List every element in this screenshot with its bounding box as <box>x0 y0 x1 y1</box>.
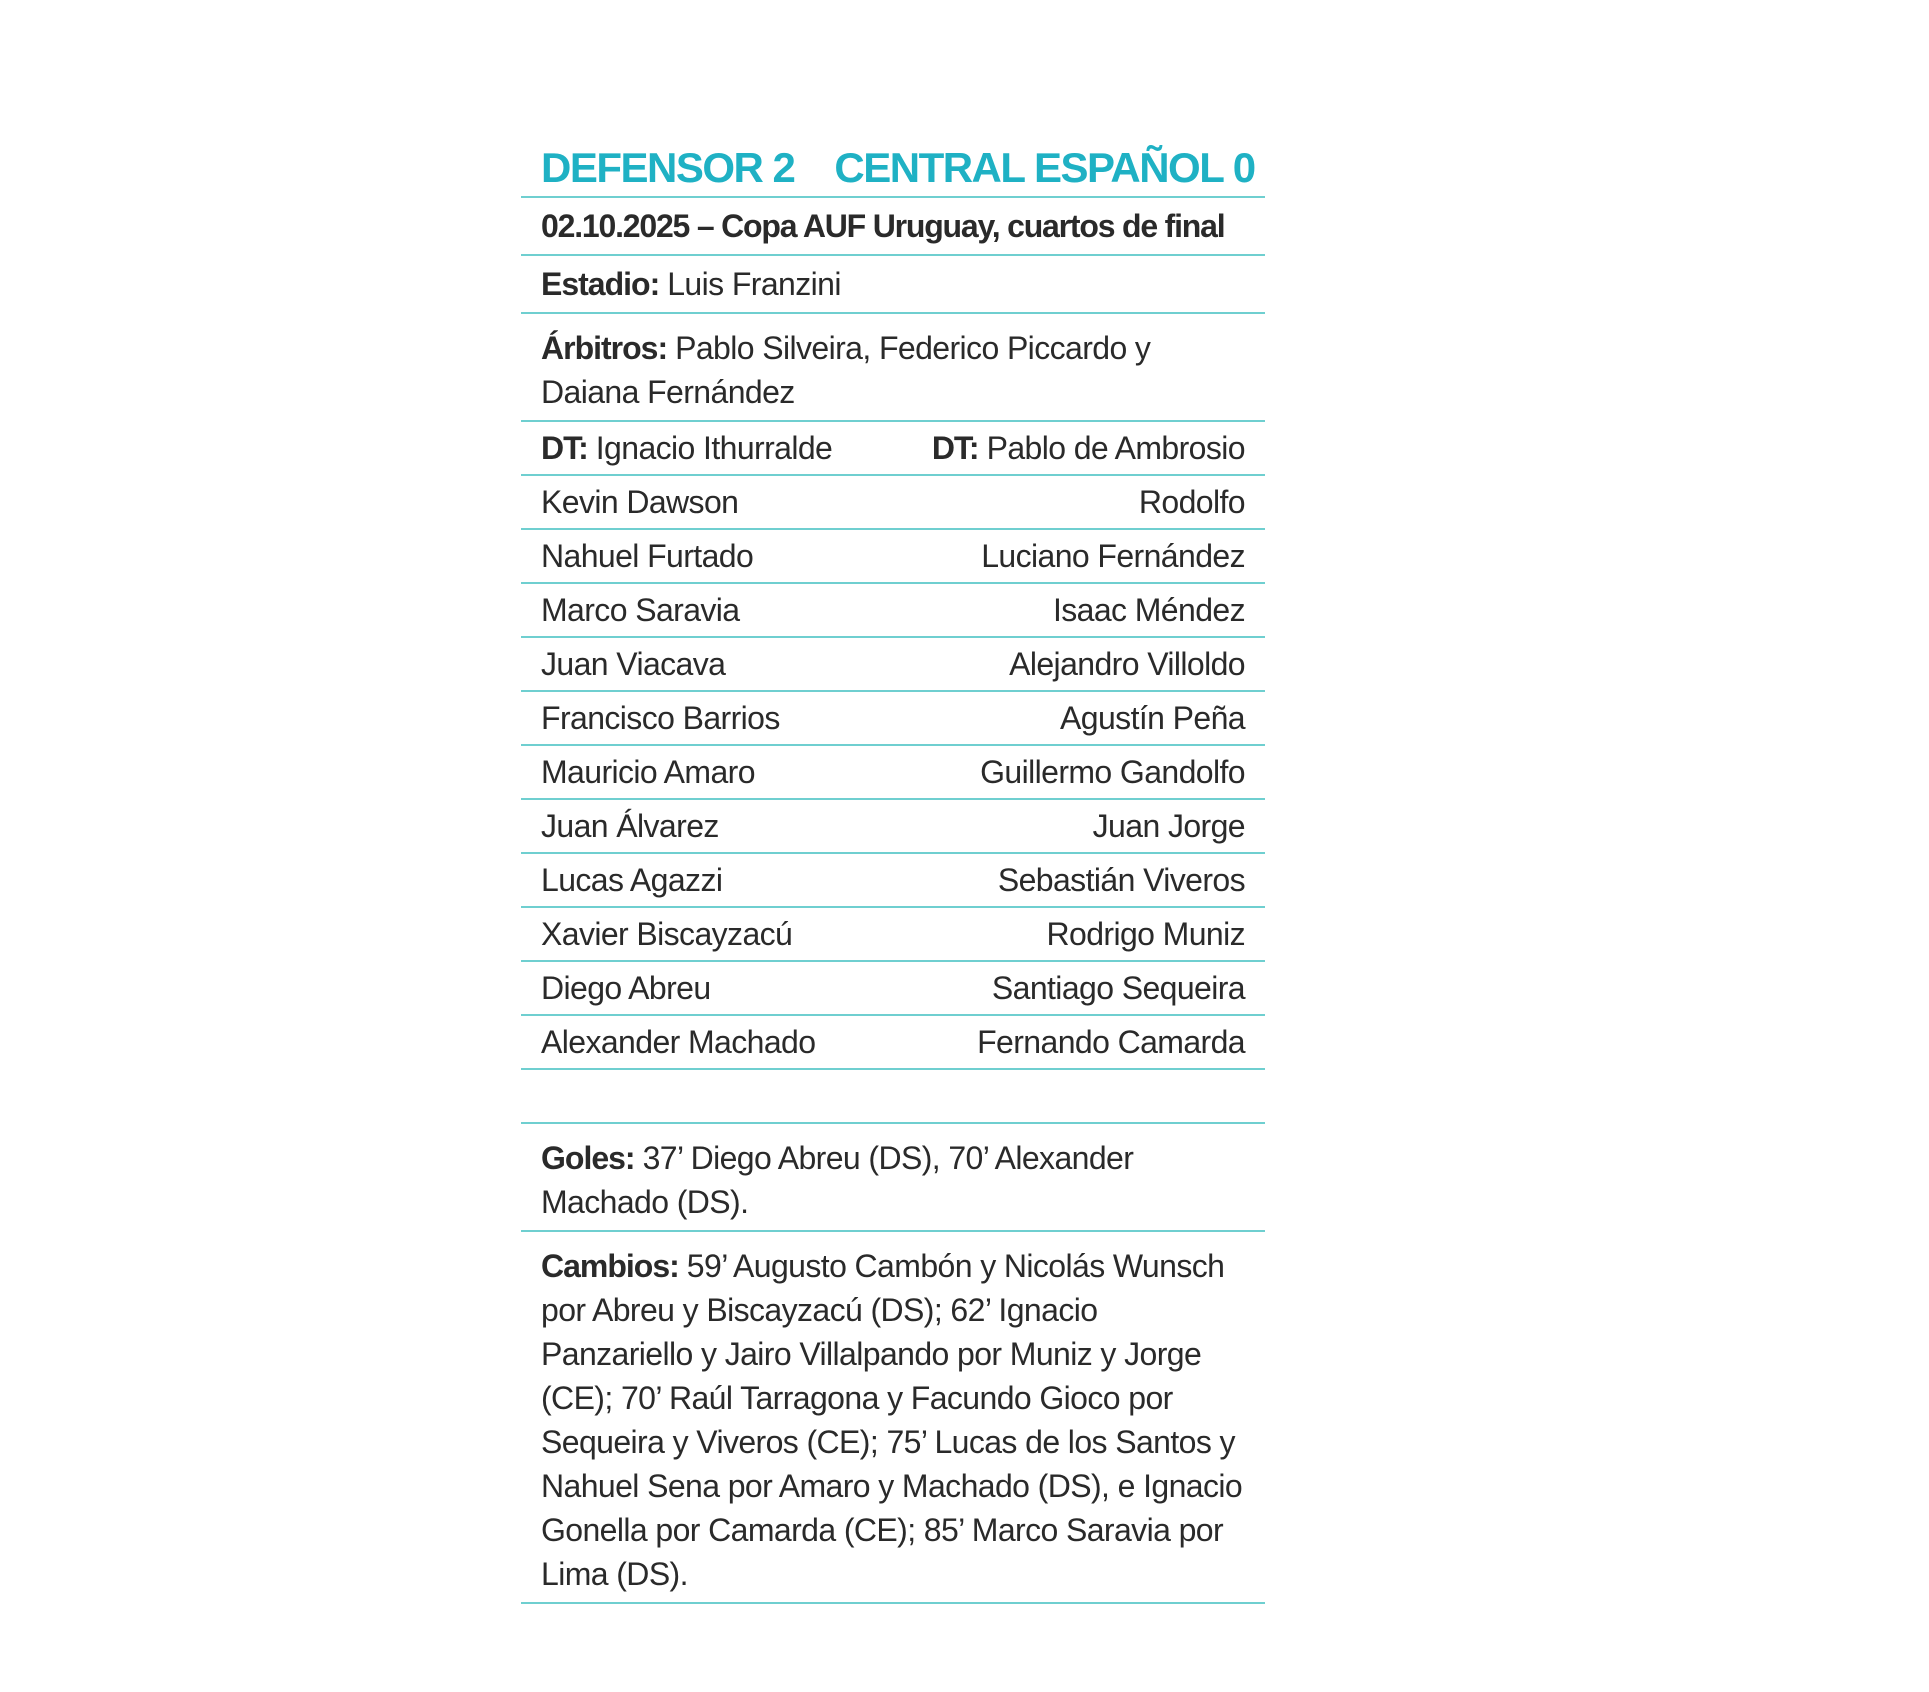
substitutions-row <box>521 1232 1265 1604</box>
home-player: Xavier Biscayzacú <box>541 916 793 952</box>
away-coach-label: DT: <box>931 430 979 466</box>
home-player: Juan Álvarez <box>541 808 719 844</box>
home-player: Nahuel Furtado <box>541 538 754 574</box>
away-player: Alejandro Villoldo <box>1009 646 1245 682</box>
lineup-row <box>521 1016 1265 1070</box>
match-date-competition <box>521 198 1265 256</box>
away-player: Fernando Camarda <box>977 1024 1245 1060</box>
match-info-text: 02.10.2025 – Copa AUF Uruguay, cuartos de final <box>541 208 1225 244</box>
lineup-row <box>521 692 1265 746</box>
match-report-card <box>521 140 1265 1604</box>
lineup-row <box>521 746 1265 800</box>
lineup-row <box>521 638 1265 692</box>
away-player: Sebastián Viveros <box>997 862 1245 898</box>
lineup-row <box>521 476 1265 530</box>
goals-row <box>521 1124 1265 1232</box>
goals-label: Goles: <box>541 1140 635 1176</box>
away-player: Santiago Sequeira <box>991 970 1245 1006</box>
away-player: Juan Jorge <box>1092 808 1245 844</box>
home-player: Juan Viacava <box>541 646 726 682</box>
home-coach-name: Ignacio Ithurralde <box>595 430 833 466</box>
home-team-score: DEFENSOR 2 <box>541 144 795 191</box>
home-player: Lucas Agazzi <box>541 862 723 898</box>
lineup-row <box>521 908 1265 962</box>
home-player: Kevin Dawson <box>541 484 739 520</box>
substitutions-value: 59’ Augusto Cambón y Nicolás Wunsch por Abreu y Biscayzacú (DS); 62’ Ignacio Panzariello y Jairo Villalpando por Muniz y Jorge (CE); 70’ Raúl Tarragona y Facundo Gioco por Sequeira y Viveros (CE); 75’ Lucas de los Santos y Nahuel Sena por Amaro y Machado (DS), e Ignacio Gonella por Camarda (CE); 85’ Marco Saravia por Lima (DS). <box>541 1248 1243 1592</box>
referees-row <box>521 314 1265 422</box>
section-divider <box>521 1070 1265 1124</box>
stadium-row <box>521 256 1265 314</box>
away-player: Isaac Méndez <box>1052 592 1245 628</box>
home-coach-label: DT: <box>541 430 588 466</box>
away-player: Agustín Peña <box>1060 700 1245 736</box>
away-coach <box>932 426 1245 470</box>
stadium-value: Luis Franzini <box>667 266 841 302</box>
away-player: Rodolfo <box>1138 484 1245 520</box>
referees-value: Pablo Silveira, Federico Piccardo y Daiana Fernández <box>541 330 1151 410</box>
lineup-row <box>521 962 1265 1016</box>
away-team-score: CENTRAL ESPAÑOL 0 <box>834 144 1255 191</box>
substitutions-label: Cambios: <box>541 1248 679 1284</box>
scoreline-header <box>521 140 1265 198</box>
home-coach <box>541 426 832 470</box>
referees-label: Árbitros: <box>541 330 668 366</box>
lineup-row <box>521 584 1265 638</box>
home-player: Francisco Barrios <box>541 700 780 736</box>
home-player: Alexander Machado <box>541 1024 816 1060</box>
away-coach-name: Pablo de Ambrosio <box>986 430 1245 466</box>
home-player: Marco Saravia <box>541 592 740 628</box>
lineup-row <box>521 800 1265 854</box>
lineup-row <box>521 530 1265 584</box>
home-player: Diego Abreu <box>541 970 711 1006</box>
stadium-label: Estadio: <box>541 266 660 302</box>
away-player: Guillermo Gandolfo <box>980 754 1245 790</box>
goals-value: 37’ Diego Abreu (DS), 70’ Alexander Machado (DS). <box>541 1140 1134 1220</box>
home-player: Mauricio Amaro <box>541 754 755 790</box>
away-player: Rodrigo Muniz <box>1046 916 1245 952</box>
lineup-row <box>521 854 1265 908</box>
coaches-row <box>521 422 1265 476</box>
away-player: Luciano Fernández <box>981 538 1245 574</box>
